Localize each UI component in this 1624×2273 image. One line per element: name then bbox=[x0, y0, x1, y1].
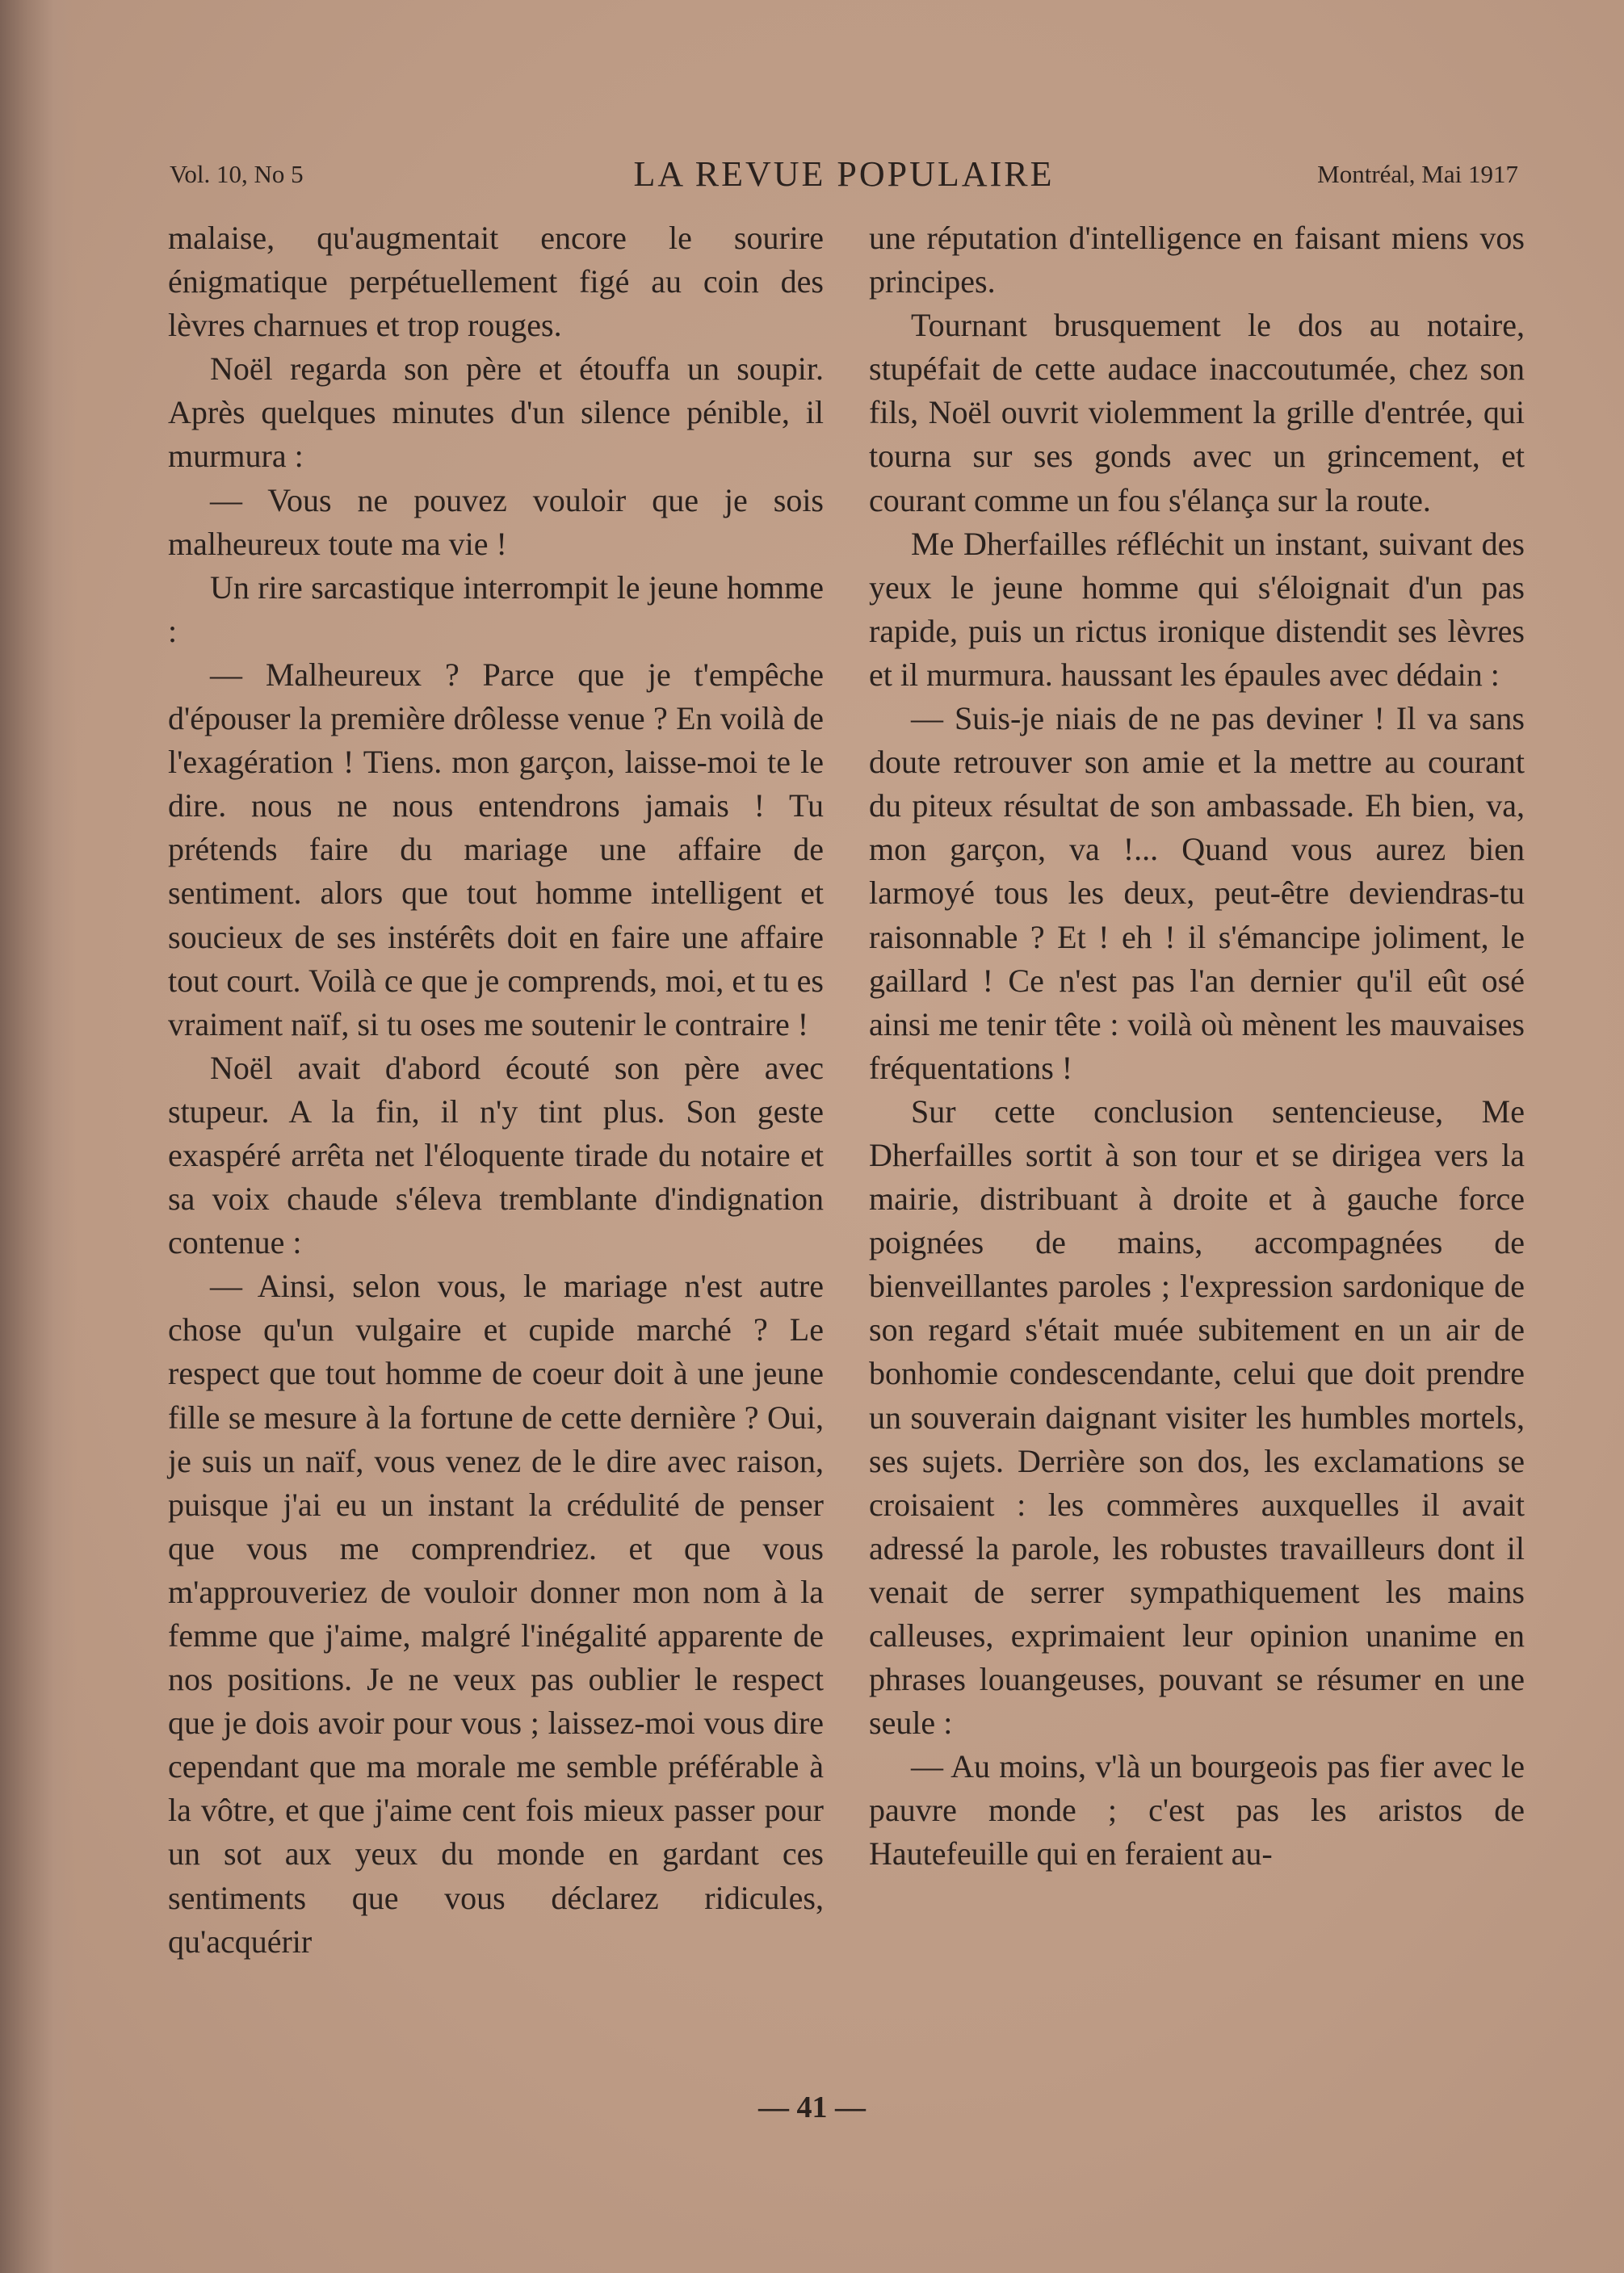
paragraph: Me Dherfailles réfléchit un instant, suivant des yeux le jeune homme qui s'éloignait d'un pas rapide, puis un rictus ironique distendit ses lèvres et il murmura. haussant les épaules avec dédain : bbox=[869, 525, 1525, 693]
paragraph: Noël regarda son père et étouffa un soupir. Après quelques minutes d'un silence pénible, il murmura : bbox=[168, 350, 824, 475]
issue-date: Montréal, Mai 1917 bbox=[1317, 160, 1518, 188]
volume-number: Vol. 10, No 5 bbox=[170, 160, 304, 188]
paragraph: — Au moins, v'là un bourgeois pas fier avec le pauvre monde ; c'est pas les aristos de Hautefeuille qui en feraient au- bbox=[869, 1748, 1525, 1872]
paragraph: Un rire sarcastique interrompit le jeune homme : bbox=[168, 568, 824, 649]
right-column bbox=[869, 216, 1525, 1877]
journal-title: LA REVUE POPULAIRE bbox=[633, 154, 1055, 194]
paragraph: une réputation d'intelligence en faisant miens vos principes. bbox=[869, 220, 1525, 300]
paragraph: Noël avait d'abord écouté son père avec stupeur. A la fin, il n'y tint plus. Son geste exaspéré arrêta net l'éloquente tirade du notaire et sa voix chaude s'éleva tremblante d'indignation contenue : bbox=[168, 1049, 824, 1261]
paragraph: Sur cette conclusion sentencieuse, Me Dherfailles sortit à son tour et se dirigea vers la mairie, distribuant à droite et à gauche force poignées de mains, accompagnées de bienveillantes paroles ; l'expression sardonique de son regard s'était muée subitement en un air de bonhomie condescendante, celui que doit prendre un souverain daignant visiter les humbles mortels, ses sujets. Derrière son dos, les exclamations se croisaient : les commères auxquelles il avait adressé la parole, les robustes travailleurs dont il venait de serrer sympathiquement les mains calleuses, exprimaient leur opinion unanime en phrases louangeuses, pouvant se résumer en une seule : bbox=[869, 1092, 1525, 1742]
paragraph: malaise, qu'augmentait encore le sourire énigmatique perpétuellement figé au coin des lèvres charnues et trop rouges. bbox=[168, 220, 824, 344]
page-binding-shadow bbox=[0, 0, 77, 2273]
running-header bbox=[170, 153, 1518, 202]
paragraph: — Suis-je niais de ne pas deviner ! Il va sans doute retrouver son amie et la mettre au courant du piteux résultat de son ambassade. Eh bien, va, mon garçon, va !... Quand vous aurez bien larmoyé tous les deux, peut-être deviendras-tu raisonnable ? Et ! eh ! il s'émancipe joliment, le gaillard ! Ce n'est pas l'an dernier qu'il eût osé ainsi me tenir tête : voilà où mènent les mauvaises fréquentations ! bbox=[869, 700, 1525, 1086]
page-number: — 41 — bbox=[758, 2091, 866, 2124]
left-column bbox=[168, 216, 824, 1964]
paragraph: — Malheureux ? Parce que je t'empêche d'épouser la première drôlesse venue ? En voilà de l'exagération ! Tiens. mon garçon, laisse-moi te le dire. nous ne nous entendrons jamais ! Tu prétends faire du mariage une affaire de sentiment. alors que tout homme intelligent et soucieux de ses instérêts doit en faire une affaire tout court. Voilà ce que je comprends, moi, et tu es vraiment naïf, si tu oses me soutenir le contraire ! bbox=[168, 656, 824, 1042]
paragraph: Tournant brusquement le dos au notaire, stupéfait de cette audace inaccoutumée, chez son fils, Noël ouvrit violemment la grille d'entrée, qui tourna sur ses gonds avec un grincement, et courant comme un fou s'élança sur la route. bbox=[869, 307, 1525, 518]
paragraph: — Ainsi, selon vous, le mariage n'est autre chose qu'un vulgaire et cupide marché ? Le respect que tout homme de coeur doit à une jeune fille se mesure à la fortune de cette dernière ? Oui, je suis un naïf, vous venez de le dire avec raison, puisque j'ai eu un instant la crédulité de penser que vous me comprendriez. et que vous m'approuveriez de vouloir donner mon nom à la femme que j'aime, malgré l'inégalité apparente de nos positions. Je ne veux pas oublier le respect que je dois avoir pour vous ; laissez-moi vous dire cependant que ma morale me semble préférable à la vôtre, et que j'aime cent fois mieux passer pour un sot aux yeux du monde en gardant ces sentiments que vous déclarez ridicules, qu'acquérir bbox=[168, 1268, 824, 1960]
paragraph: — Vous ne pouvez vouloir que je sois malheureux toute ma vie ! bbox=[168, 481, 824, 562]
